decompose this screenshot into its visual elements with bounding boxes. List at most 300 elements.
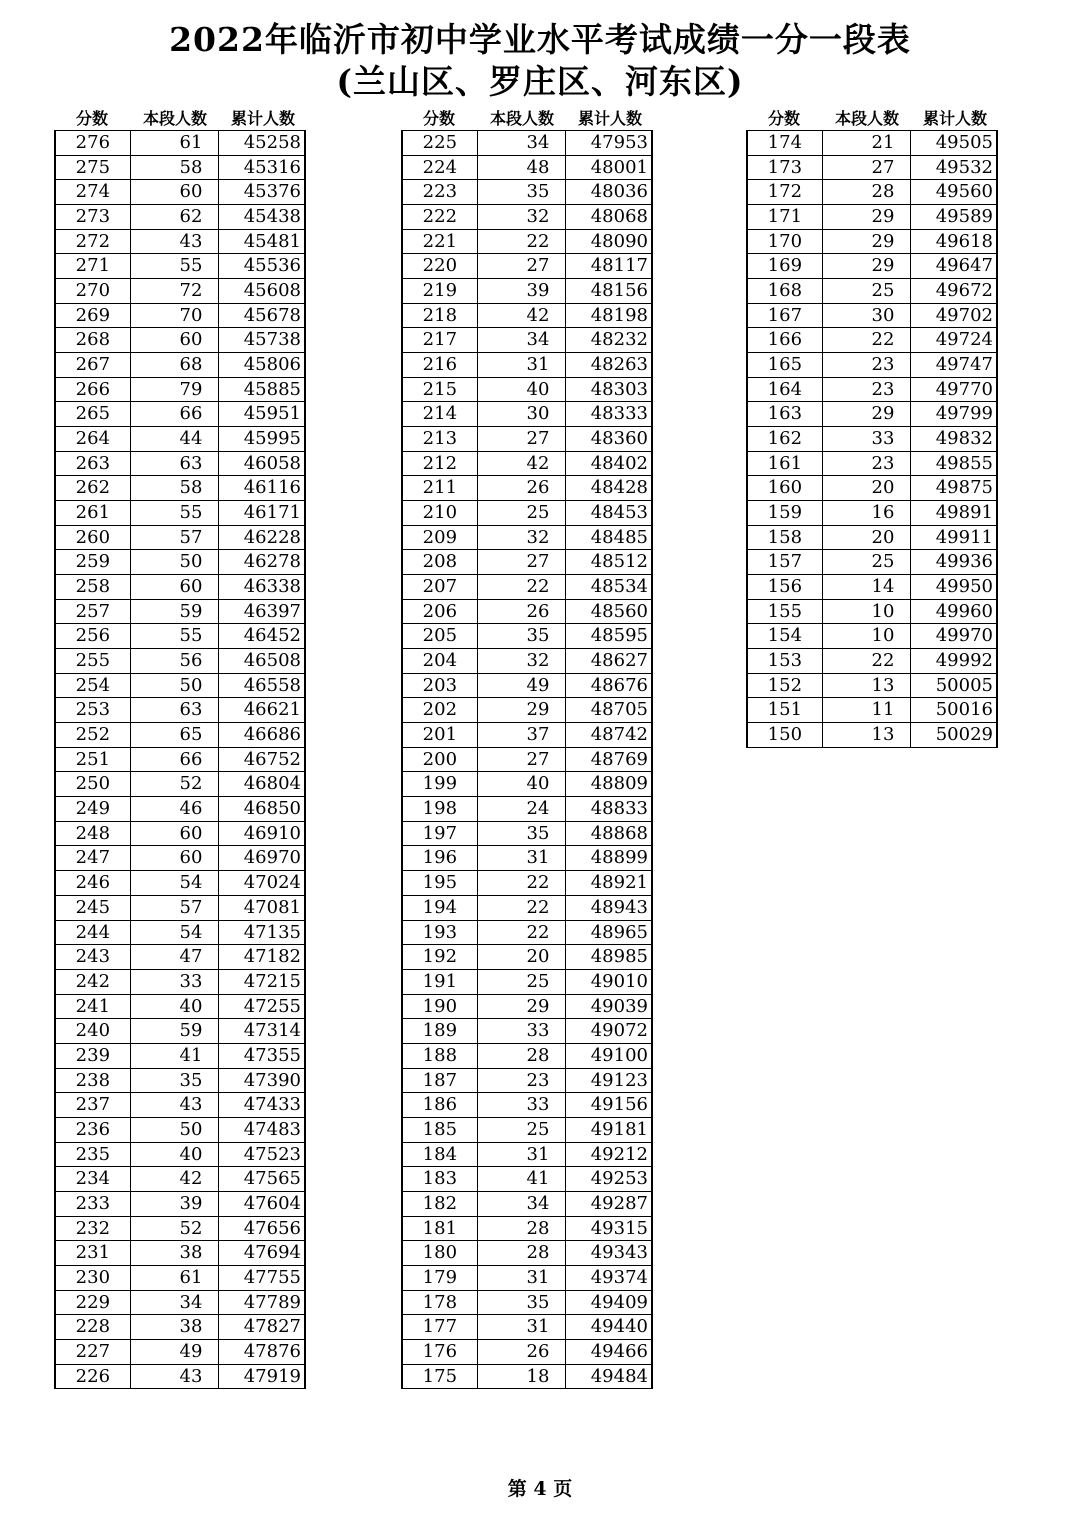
cell-score: 192 [403, 945, 478, 969]
cell-score: 202 [403, 698, 478, 722]
cell-count: 27 [478, 254, 567, 278]
table-row [401, 1044, 653, 1069]
cell-score: 212 [403, 452, 478, 476]
cell-cumulative: 46508 [243, 650, 301, 672]
cell-score: 157 [748, 550, 823, 574]
cell-count: 62 [131, 205, 220, 229]
cell-count: 22 [478, 896, 567, 920]
cell-cumulative: 49315 [590, 1217, 648, 1239]
cell-cumulative: 48512 [590, 551, 648, 573]
cell-cumulative: 48769 [590, 748, 648, 770]
table-row [54, 526, 306, 551]
table-row [54, 723, 306, 748]
table-row [54, 1093, 306, 1118]
score-table-column-2 [401, 104, 653, 1389]
cell-score: 155 [748, 600, 823, 624]
table-row [54, 600, 306, 625]
cell-cumulative: 45376 [243, 181, 301, 203]
cell-cumulative: 47081 [243, 896, 301, 918]
cell-cumulative: 46452 [243, 625, 301, 647]
cell-count: 35 [478, 822, 567, 846]
cell-count: 13 [823, 674, 912, 698]
table-row [746, 180, 998, 205]
cell-count: 23 [823, 378, 912, 402]
cell-cumulative: 47789 [243, 1291, 301, 1313]
cell-cumulative: 49505 [935, 132, 993, 153]
cell-count: 68 [131, 353, 220, 377]
cell-score: 258 [56, 575, 131, 599]
cell-cumulative: 47024 [243, 872, 301, 894]
table-row [401, 452, 653, 477]
cell-cumulative: 49440 [590, 1316, 648, 1338]
cell-count: 38 [131, 1241, 220, 1265]
cell-count: 54 [131, 921, 220, 945]
cell-cumulative: 46621 [243, 699, 301, 721]
cell-cumulative: 48156 [590, 280, 648, 302]
cell-count: 21 [823, 131, 912, 155]
cell-cumulative: 49039 [590, 995, 648, 1017]
table-row [401, 970, 653, 995]
cell-cumulative: 47827 [243, 1316, 301, 1338]
cell-count: 20 [823, 476, 912, 500]
cell-score: 195 [403, 871, 478, 895]
cell-score: 250 [56, 772, 131, 796]
cell-score: 271 [56, 254, 131, 278]
table-row [401, 600, 653, 625]
cell-count: 14 [823, 575, 912, 599]
cell-score: 243 [56, 945, 131, 969]
table-row [54, 822, 306, 847]
cell-cumulative: 45258 [243, 132, 301, 153]
cell-cumulative: 48676 [590, 674, 648, 696]
table-row [401, 846, 653, 871]
cell-cumulative: 48232 [590, 329, 648, 351]
cell-count: 35 [478, 180, 567, 204]
table-row [401, 1291, 653, 1316]
table-row [54, 1315, 306, 1340]
cell-count: 35 [478, 1291, 567, 1315]
table-row [401, 822, 653, 847]
table-row [54, 402, 306, 427]
cell-cumulative: 47483 [243, 1118, 301, 1140]
table-row [746, 501, 998, 526]
cell-cumulative: 47755 [243, 1266, 301, 1288]
table-row [54, 328, 306, 353]
header-cumulative: 累计人数 [922, 108, 987, 128]
table-row [401, 501, 653, 526]
cell-count: 40 [131, 1143, 220, 1167]
cell-cumulative: 47565 [243, 1168, 301, 1190]
table-row [54, 945, 306, 970]
cell-cumulative: 48402 [590, 452, 648, 474]
cell-score: 223 [403, 180, 478, 204]
cell-score: 190 [403, 995, 478, 1019]
cell-score: 196 [403, 846, 478, 870]
cell-cumulative: 45885 [243, 378, 301, 400]
table-row [401, 328, 653, 353]
cell-cumulative: 48534 [590, 576, 648, 598]
cell-cumulative: 48485 [590, 526, 648, 548]
cell-cumulative: 49936 [935, 551, 993, 573]
cell-score: 169 [748, 254, 823, 278]
cell-count: 33 [478, 1093, 567, 1117]
cell-cumulative: 45678 [243, 304, 301, 326]
table-row [401, 871, 653, 896]
cell-cumulative: 48303 [590, 378, 648, 400]
table-row [54, 452, 306, 477]
cell-score: 230 [56, 1266, 131, 1290]
table-body [746, 130, 998, 748]
cell-count: 10 [823, 600, 912, 624]
cell-cumulative: 47135 [243, 921, 301, 943]
table-row [54, 427, 306, 452]
cell-score: 181 [403, 1217, 478, 1241]
cell-cumulative: 49747 [935, 354, 993, 376]
cell-count: 55 [131, 254, 220, 278]
cell-score: 247 [56, 846, 131, 870]
cell-count: 42 [478, 452, 567, 476]
page-subtitle: (兰山区、罗庄区、河东区) [336, 62, 744, 101]
table-row [401, 205, 653, 230]
cell-cumulative: 46686 [243, 724, 301, 746]
cell-score: 170 [748, 230, 823, 254]
cell-cumulative: 49374 [590, 1266, 648, 1288]
cell-cumulative: 46228 [243, 526, 301, 548]
table-row [54, 624, 306, 649]
cell-score: 207 [403, 575, 478, 599]
cell-count: 34 [478, 328, 567, 352]
cell-score: 263 [56, 452, 131, 476]
cell-cumulative: 49891 [935, 502, 993, 524]
table-row [54, 353, 306, 378]
cell-score: 269 [56, 304, 131, 328]
cell-count: 27 [478, 427, 567, 451]
cell-cumulative: 49532 [935, 156, 993, 178]
table-row [401, 723, 653, 748]
cell-score: 158 [748, 526, 823, 550]
cell-count: 31 [478, 1266, 567, 1290]
cell-count: 59 [131, 1019, 220, 1043]
table-row [401, 1315, 653, 1340]
cell-count: 56 [131, 649, 220, 673]
cell-cumulative: 46850 [243, 798, 301, 820]
table-row [401, 279, 653, 304]
cell-cumulative: 45438 [243, 206, 301, 228]
cell-count: 25 [823, 550, 912, 574]
header-count: 本段人数 [142, 108, 207, 128]
cell-count: 26 [478, 1340, 567, 1364]
table-row [54, 476, 306, 501]
cell-count: 32 [478, 649, 567, 673]
cell-cumulative: 45951 [243, 403, 301, 425]
table-row [401, 575, 653, 600]
cell-count: 28 [478, 1241, 567, 1265]
cell-score: 173 [748, 156, 823, 180]
cell-cumulative: 45806 [243, 354, 301, 376]
cell-cumulative: 46752 [243, 748, 301, 770]
cell-cumulative: 50029 [935, 724, 993, 746]
cell-score: 180 [403, 1241, 478, 1265]
cell-cumulative: 45608 [243, 280, 301, 302]
cell-score: 276 [56, 131, 131, 155]
cell-count: 33 [823, 427, 912, 451]
table-row [746, 353, 998, 378]
table-row [54, 921, 306, 946]
cell-count: 60 [131, 846, 220, 870]
cell-count: 39 [478, 279, 567, 303]
table-row [54, 1192, 306, 1217]
cell-score: 156 [748, 575, 823, 599]
cell-count: 54 [131, 871, 220, 895]
table-row [54, 180, 306, 205]
cell-cumulative: 48333 [590, 403, 648, 425]
cell-count: 18 [478, 1365, 567, 1389]
cell-cumulative: 49724 [935, 329, 993, 351]
cell-count: 29 [823, 402, 912, 426]
table-row [401, 1365, 653, 1390]
cell-score: 232 [56, 1217, 131, 1241]
table-row [401, 1217, 653, 1242]
header-count: 本段人数 [834, 108, 899, 128]
cell-score: 216 [403, 353, 478, 377]
cell-count: 29 [478, 995, 567, 1019]
table-row [746, 550, 998, 575]
table-row [54, 797, 306, 822]
cell-cumulative: 48263 [590, 354, 648, 376]
cell-cumulative: 49212 [590, 1143, 648, 1165]
cell-cumulative: 49072 [590, 1020, 648, 1042]
cell-cumulative: 48360 [590, 428, 648, 450]
cell-score: 210 [403, 501, 478, 525]
header-score: 分数 [767, 108, 800, 128]
cell-count: 31 [478, 353, 567, 377]
cell-count: 35 [478, 624, 567, 648]
table-row [401, 995, 653, 1020]
cell-score: 208 [403, 550, 478, 574]
cell-cumulative: 48595 [590, 625, 648, 647]
cell-score: 187 [403, 1069, 478, 1093]
header-cumulative: 累计人数 [577, 108, 642, 128]
table-row [54, 550, 306, 575]
cell-score: 219 [403, 279, 478, 303]
cell-score: 152 [748, 674, 823, 698]
cell-cumulative: 48965 [590, 921, 648, 943]
cell-cumulative: 46116 [243, 477, 301, 499]
cell-cumulative: 46397 [243, 600, 301, 622]
cell-count: 33 [478, 1019, 567, 1043]
cell-score: 163 [748, 402, 823, 426]
table-row [746, 698, 998, 723]
cell-cumulative: 48068 [590, 206, 648, 228]
cell-score: 236 [56, 1118, 131, 1142]
cell-score: 238 [56, 1069, 131, 1093]
cell-cumulative: 48899 [590, 847, 648, 869]
cell-score: 160 [748, 476, 823, 500]
cell-cumulative: 46558 [243, 674, 301, 696]
cell-score: 252 [56, 723, 131, 747]
cell-count: 60 [131, 575, 220, 599]
cell-score: 201 [403, 723, 478, 747]
cell-score: 177 [403, 1315, 478, 1339]
cell-count: 65 [131, 723, 220, 747]
cell-count: 24 [478, 797, 567, 821]
cell-count: 60 [131, 180, 220, 204]
cell-count: 34 [131, 1291, 220, 1315]
cell-cumulative: 49343 [590, 1242, 648, 1264]
cell-count: 31 [478, 1143, 567, 1167]
cell-count: 22 [478, 921, 567, 945]
cell-cumulative: 48428 [590, 477, 648, 499]
score-table-column-1 [54, 104, 306, 1389]
cell-cumulative: 46910 [243, 822, 301, 844]
cell-score: 253 [56, 698, 131, 722]
table-row [54, 1143, 306, 1168]
table-row [401, 550, 653, 575]
cell-cumulative: 50005 [935, 674, 993, 696]
table-row [54, 674, 306, 699]
table-row [746, 279, 998, 304]
cell-count: 50 [131, 550, 220, 574]
cell-score: 256 [56, 624, 131, 648]
cell-count: 40 [131, 995, 220, 1019]
cell-score: 164 [748, 378, 823, 402]
table-row [54, 1241, 306, 1266]
cell-score: 183 [403, 1167, 478, 1191]
cell-count: 52 [131, 772, 220, 796]
cell-score: 274 [56, 180, 131, 204]
cell-cumulative: 48921 [590, 872, 648, 894]
cell-count: 13 [823, 723, 912, 747]
cell-cumulative: 48090 [590, 230, 648, 252]
table-row [54, 970, 306, 995]
cell-count: 79 [131, 378, 220, 402]
cell-score: 224 [403, 156, 478, 180]
cell-count: 25 [478, 501, 567, 525]
cell-count: 25 [823, 279, 912, 303]
cell-count: 48 [478, 156, 567, 180]
table-row [401, 156, 653, 181]
table-row [746, 304, 998, 329]
cell-score: 234 [56, 1167, 131, 1191]
cell-count: 66 [131, 748, 220, 772]
cell-count: 58 [131, 476, 220, 500]
cell-score: 270 [56, 279, 131, 303]
cell-count: 22 [823, 649, 912, 673]
cell-cumulative: 49100 [590, 1044, 648, 1066]
cell-score: 273 [56, 205, 131, 229]
cell-count: 23 [478, 1069, 567, 1093]
cell-score: 171 [748, 205, 823, 229]
cell-cumulative: 46171 [243, 502, 301, 524]
cell-score: 266 [56, 378, 131, 402]
table-row [401, 1241, 653, 1266]
cell-count: 43 [131, 1093, 220, 1117]
cell-score: 264 [56, 427, 131, 451]
cell-score: 241 [56, 995, 131, 1019]
cell-cumulative: 49911 [935, 526, 993, 548]
cell-cumulative: 47215 [243, 970, 301, 992]
table-row [54, 846, 306, 871]
table-row [401, 304, 653, 329]
cell-cumulative: 48809 [590, 773, 648, 795]
cell-cumulative: 47182 [243, 946, 301, 968]
cell-cumulative: 49647 [935, 255, 993, 277]
cell-count: 58 [131, 156, 220, 180]
table-row [746, 254, 998, 279]
table-row [54, 649, 306, 674]
cell-score: 189 [403, 1019, 478, 1043]
cell-count: 44 [131, 427, 220, 451]
table-row [54, 575, 306, 600]
cell-count: 27 [823, 156, 912, 180]
cell-count: 63 [131, 452, 220, 476]
cell-count: 43 [131, 1365, 220, 1389]
cell-count: 25 [478, 1118, 567, 1142]
cell-count: 50 [131, 674, 220, 698]
cell-score: 175 [403, 1365, 478, 1389]
cell-score: 211 [403, 476, 478, 500]
cell-cumulative: 47953 [590, 132, 648, 153]
cell-score: 179 [403, 1266, 478, 1290]
table-row [746, 526, 998, 551]
cell-count: 32 [478, 205, 567, 229]
table-row [746, 156, 998, 181]
cell-count: 34 [478, 131, 567, 155]
table-row [54, 304, 306, 329]
table-row [746, 205, 998, 230]
table-row [401, 131, 653, 156]
cell-score: 244 [56, 921, 131, 945]
cell-count: 55 [131, 501, 220, 525]
table-row [54, 279, 306, 304]
cell-count: 16 [823, 501, 912, 525]
cell-cumulative: 45995 [243, 428, 301, 450]
cell-cumulative: 47604 [243, 1192, 301, 1214]
cell-cumulative: 48627 [590, 650, 648, 672]
cell-cumulative: 45536 [243, 255, 301, 277]
cell-cumulative: 48560 [590, 600, 648, 622]
cell-score: 265 [56, 402, 131, 426]
table-row [54, 698, 306, 723]
table-row [401, 1069, 653, 1094]
cell-score: 275 [56, 156, 131, 180]
table-row [401, 1340, 653, 1365]
cell-score: 218 [403, 304, 478, 328]
cell-score: 188 [403, 1044, 478, 1068]
cell-count: 40 [478, 378, 567, 402]
table-row [746, 624, 998, 649]
cell-cumulative: 47255 [243, 995, 301, 1017]
cell-score: 245 [56, 896, 131, 920]
cell-count: 47 [131, 945, 220, 969]
cell-count: 72 [131, 279, 220, 303]
table-row [401, 945, 653, 970]
table-row [401, 772, 653, 797]
cell-score: 239 [56, 1044, 131, 1068]
cell-cumulative: 47694 [243, 1242, 301, 1264]
cell-cumulative: 45316 [243, 156, 301, 178]
cell-cumulative: 48742 [590, 724, 648, 746]
cell-count: 41 [131, 1044, 220, 1068]
cell-score: 231 [56, 1241, 131, 1265]
cell-cumulative: 49123 [590, 1069, 648, 1091]
cell-cumulative: 49855 [935, 452, 993, 474]
table-row [54, 378, 306, 403]
cell-score: 197 [403, 822, 478, 846]
table-row [746, 328, 998, 353]
table-row [746, 427, 998, 452]
cell-count: 57 [131, 896, 220, 920]
